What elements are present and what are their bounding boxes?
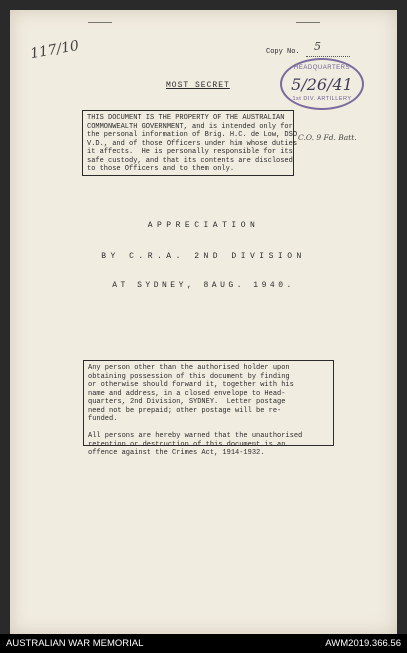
instructions-line: or otherwise should forward it, together with his (88, 381, 294, 389)
stamp-bottom-text: 1st DIV. ARTILLERY (292, 96, 352, 102)
punch-mark-left (88, 22, 112, 23)
instructions-line: retention or destruction of this document is an (88, 440, 286, 449)
copy-number-line (306, 56, 350, 57)
stamp-number: 5/26/41 (291, 75, 353, 94)
property-notice-line: COMMONWEALTH GOVERNMENT, and is intended only for (87, 122, 293, 131)
property-notice-line: the personal information of Brig. H.C. de Low, DSO (87, 131, 298, 139)
stamp-top-text: HEADQUARTERS (294, 65, 350, 71)
instructions-text (88, 364, 329, 458)
archive-footer (0, 634, 407, 653)
document-subtitle: BY C.R.A. 2ND DIVISION (101, 252, 306, 261)
headquarters-stamp (280, 58, 364, 110)
instructions-line: offence against the Crimes Act, 1914-1932. (88, 449, 265, 457)
handwritten-reference: 117/10 (28, 37, 81, 63)
property-notice-line: to those Officers and to them only. (87, 165, 235, 173)
instructions-line: obtaining possession of this document by finding (88, 372, 290, 381)
instructions-line: need not be prepaid; other postage will be re- (88, 406, 282, 415)
instructions-box (83, 360, 334, 457)
property-notice-line: V.D., and of those Officers under him whose duties (87, 139, 298, 148)
footer-accession-number: AWM2019.366.56 (325, 638, 401, 649)
punch-mark-right (296, 22, 320, 23)
document-page (10, 10, 397, 634)
margin-note: C.O. 9 Fd. Batt. (298, 133, 357, 142)
property-notice-text (87, 114, 298, 174)
instructions-line (88, 424, 329, 433)
property-notice-line: safe custody, and that its contents are disclosed (87, 156, 293, 165)
instructions-line: quarters, 2nd Division, SYDNEY. Letter postage (88, 398, 286, 406)
instructions-line: funded. (88, 415, 118, 423)
document-title: APPRECIATION (147, 221, 260, 230)
instructions-line: name and address, in a closed envelope to Head- (88, 389, 286, 398)
location-date: AT SYDNEY, 8AUG. 1940. (112, 281, 295, 290)
instructions-line: Any person other than the authorised holder upon (88, 364, 290, 372)
property-notice-box (82, 110, 298, 176)
copy-label: Copy No. (266, 48, 300, 56)
property-notice-line: THIS DOCUMENT IS THE PROPERTY OF THE AUSTRALIAN (87, 114, 285, 122)
property-notice-line: it affects. He is personally responsible for its (87, 148, 293, 156)
classification-heading: MOST SECRET (166, 81, 230, 90)
copy-number: 5 (314, 40, 321, 53)
footer-institution: AUSTRALIAN WAR MEMORIAL (6, 638, 144, 649)
instructions-line: All persons are hereby warned that the unauthorised (88, 432, 303, 440)
